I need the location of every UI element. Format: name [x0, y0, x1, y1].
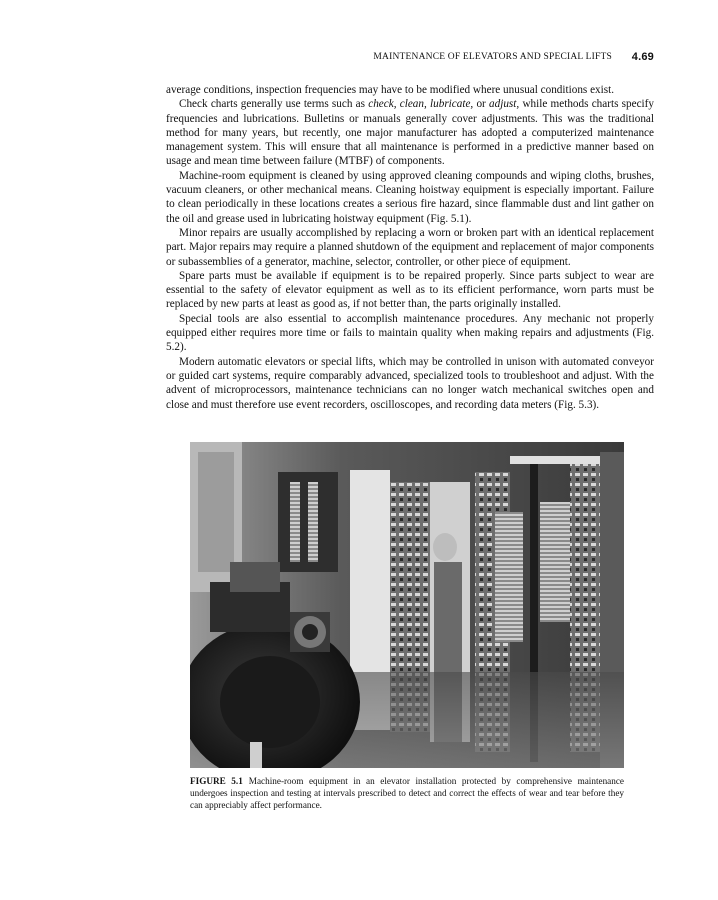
paragraph-2-end: while methods charts specify frequencies and lubrications. Bulletins or manuals generally cover adjustments. This was the traditional method for many years, but recently, one major manufacturer has adopted a computerized maintenance management system. This will ensure that all maintenance is performed in a predictive manner based on usage and mean time between failure (MTBF) of components.: [166, 98, 654, 168]
paragraph-6: Special tools are also essential to accomplish maintenance procedures. Any mechanic not properly equipped either requires more time or fails to maintain quality when making repairs and adjustments (Fig. 5.2).: [166, 312, 654, 354]
figure-label: FIGURE 5.1: [190, 776, 243, 786]
paragraph-4: Minor repairs are usually accomplished by replacing a worn or broken part with an identical replacement part. Major repairs may require a planned shutdown of the equipment and replacement of major components or subassemblies of a generator, machine, selector, controller, or other piece of equipment.: [166, 226, 654, 268]
running-header: [166, 51, 654, 65]
figure-caption-text: Machine-room equipment in an elevator installation protected by comprehensive maintenance undergoes inspection and testing at intervals prescribed to detect and correct the effects of wear and tear before they can appreciably affect performance.: [190, 776, 624, 811]
paragraph-1: average conditions, inspection frequencies may have to be modified where unusual conditions exist.: [166, 84, 614, 96]
paragraph-3: Machine-room equipment is cleaned by using approved cleaning compounds and wiping cloths, brushes, vacuum cleaners, or other mechanical means. Cleaning hoistway equipment is especially important. Failure to clean periodically in these locations creates a serious fire hazard, since flammable dust and lint gather on the oil and grease used in lubricating hoistway equipment (Fig. 5.1).: [166, 169, 654, 225]
body-text: [166, 83, 654, 412]
paragraph-5: Spare parts must be available if equipment is to be repaired properly. Since parts subject to wear are essential to the safety of elevator equipment as well as to its efficient performance, worn parts must be replaced by new parts at least as good as, if not better than, the parts originally installed.: [166, 269, 654, 311]
paragraph-7: Modern automatic elevators or special lifts, which may be controlled in unison with automated conveyor or guided cart systems, require comparably advanced, specialized tools to troubleshoot and adjust. With the advent of microprocessors, maintenance technicians can no longer watch mechanical switches open and close and must therefore use event recorders, oscilloscopes, and recording data meters (Fig. 5.3).: [166, 355, 654, 411]
paragraph-2-emphasis-1: check, clean, lubricate,: [368, 98, 474, 111]
paragraph-2-start: Check charts generally use terms such as: [179, 98, 369, 111]
figure-photo-machine-room: [190, 442, 624, 768]
machine-room-photo: [190, 442, 624, 768]
page-number: 4.69: [631, 51, 654, 63]
running-title: MAINTENANCE OF ELEVATORS AND SPECIAL LIFTS: [373, 52, 612, 62]
paragraph-2-mid: or: [473, 98, 490, 111]
figure-caption: [190, 775, 624, 812]
paragraph-2-emphasis-2: adjust,: [489, 98, 520, 111]
paragraph-2: [166, 97, 654, 168]
